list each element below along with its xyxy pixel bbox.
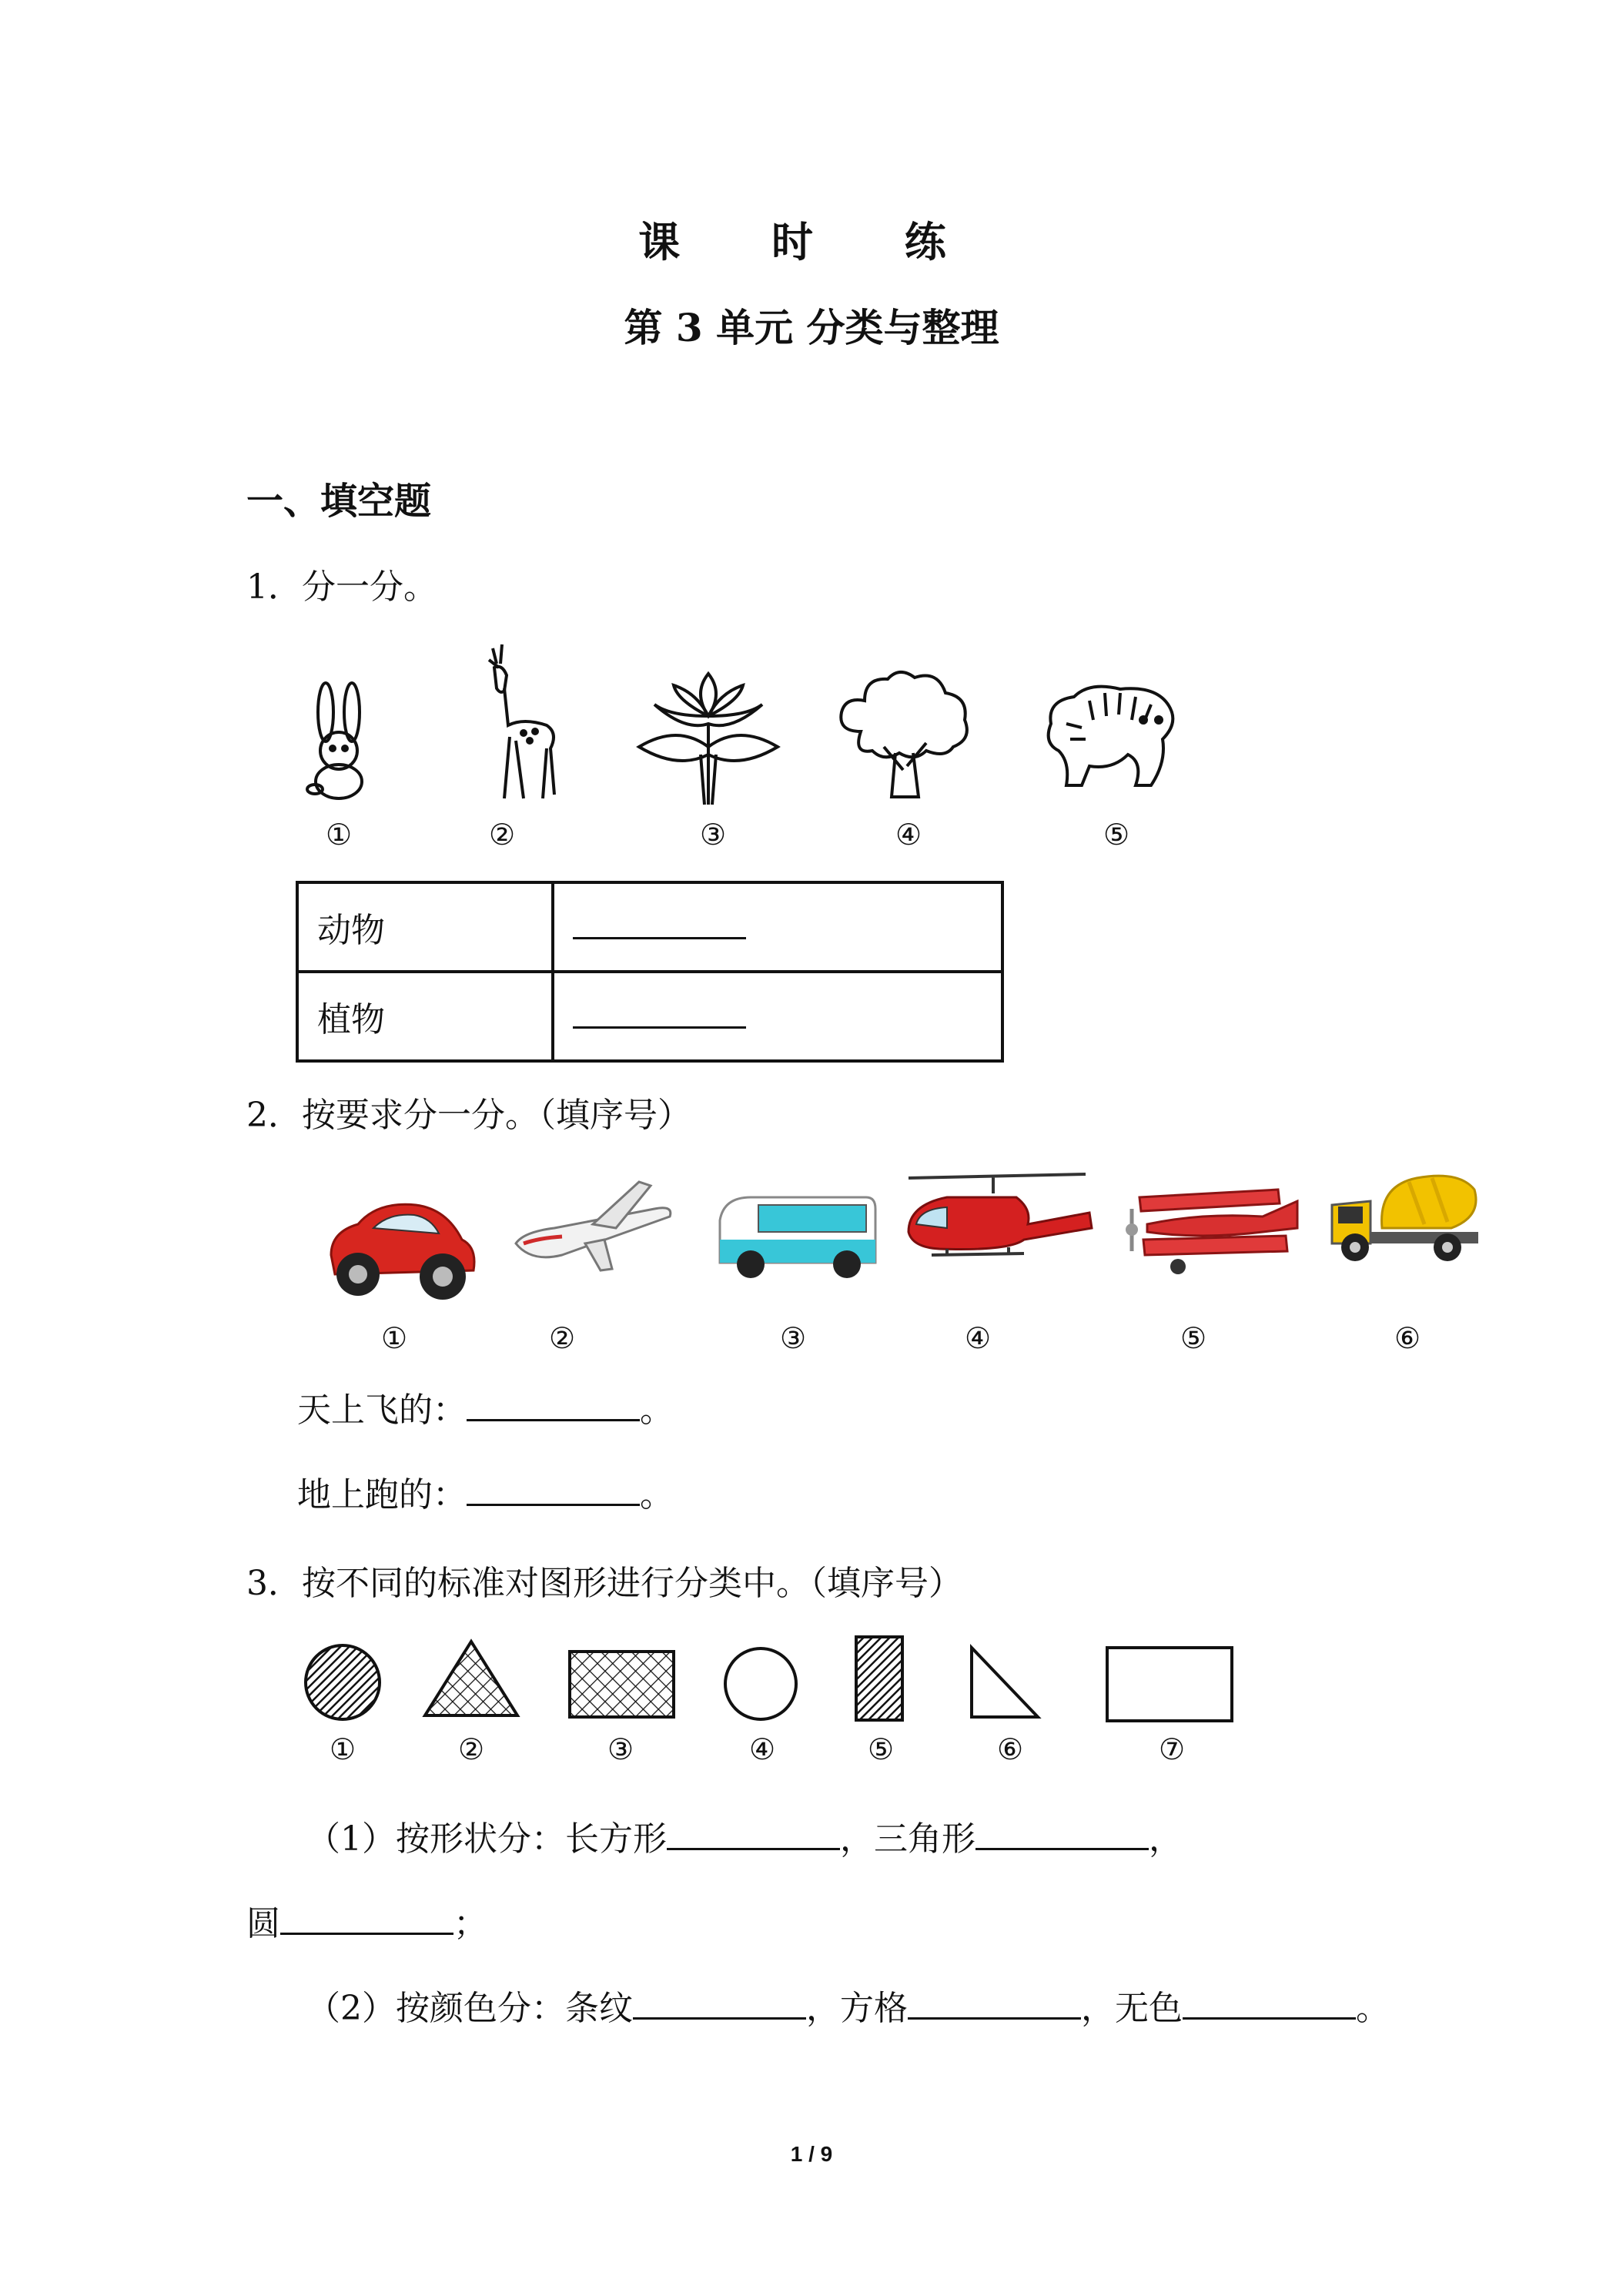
part1-final: ； (453, 1904, 487, 1943)
q1-item-number: ② (488, 818, 516, 852)
part1-prefix: （1）按形状分：长方形 (306, 1819, 667, 1859)
rectangle-answer-blank[interactable] (667, 1817, 840, 1850)
biplane-icon (1109, 1166, 1301, 1282)
q2-item-number: ⑤ (1180, 1321, 1207, 1355)
plain-right-triangle (972, 1648, 1038, 1717)
fly-answer-blank[interactable] (467, 1388, 640, 1421)
table-row (297, 882, 1002, 972)
q2-item-number: ⑥ (1394, 1321, 1421, 1355)
q3-item-number: ④ (748, 1732, 776, 1766)
q3-item-number: ① (329, 1732, 356, 1766)
van-icon (712, 1186, 882, 1282)
car-icon (316, 1186, 485, 1301)
fly-end: 。 (640, 1391, 674, 1430)
q3-item-number: ⑥ (996, 1732, 1024, 1766)
q2-item-number: ③ (779, 1321, 807, 1355)
table-label-plants: 植物 (297, 972, 553, 1061)
circle-answer-blank[interactable] (280, 1902, 453, 1935)
run-end: 。 (640, 1475, 674, 1514)
part1-mid: ，三角形 (840, 1819, 975, 1859)
q3-item-number: ③ (607, 1732, 634, 1766)
answer-blank[interactable] (573, 906, 746, 939)
striped-answer-blank[interactable] (633, 1986, 806, 2020)
q1-item-number: ① (325, 818, 353, 852)
shapes-row (293, 1632, 1255, 1732)
checkered-answer-blank[interactable] (908, 1986, 1081, 2020)
table-label-animals: 动物 (297, 882, 553, 972)
q3-item-number: ⑤ (867, 1732, 895, 1766)
deer-icon (462, 641, 562, 806)
plain-answer-blank[interactable] (1183, 1986, 1356, 2020)
table-answer-cell[interactable] (553, 972, 1002, 1061)
crosshatched-rectangle (570, 1652, 674, 1717)
q2-item-number: ① (380, 1321, 408, 1355)
page-number: 1 / 9 (790, 2142, 833, 2166)
tree-icon (830, 662, 976, 801)
q2-item-number: ② (548, 1321, 576, 1355)
striped-rectangle (856, 1637, 902, 1720)
run-answer-blank[interactable] (467, 1473, 640, 1506)
q2-item-number: ④ (964, 1321, 992, 1355)
answer-blank[interactable] (573, 996, 746, 1029)
q1-item-number: ④ (895, 818, 922, 852)
triangle-answer-blank[interactable] (975, 1817, 1149, 1850)
question-2-label: 2．按要求分一分。（填序号） (246, 1096, 691, 1135)
part2-mid1: ，方格 (806, 1989, 908, 2028)
tiger-icon (1036, 678, 1182, 793)
crosshatched-triangle (425, 1642, 517, 1715)
color-classification-line (306, 1980, 1390, 2030)
q1-item-number: ⑤ (1103, 818, 1130, 852)
question-3-label: 3．按不同的标准对图形进行分类中。（填序号） (246, 1564, 962, 1603)
q3-item-number: ② (457, 1732, 485, 1766)
lotus-icon (631, 662, 785, 808)
circle-line (246, 1896, 487, 1945)
q3-item-number: ⑦ (1158, 1732, 1186, 1766)
part1-cont: 圆 (246, 1904, 280, 1943)
section-heading: 一、填空题 (246, 480, 432, 523)
run-line (297, 1467, 674, 1516)
plain-circle (725, 1648, 796, 1719)
part2-mid2: ，无色 (1081, 1989, 1183, 2028)
plain-rectangle (1107, 1648, 1232, 1721)
table-answer-cell[interactable] (553, 882, 1002, 972)
run-label: 地上跑的： (297, 1475, 467, 1514)
page-title: 课 时 练 (638, 217, 985, 266)
cement-truck-icon (1324, 1159, 1486, 1267)
fly-label: 天上飞的： (297, 1391, 467, 1430)
part2-end: 。 (1356, 1989, 1390, 2028)
fly-line (297, 1382, 674, 1431)
question-1-label: 1．分一分。 (246, 567, 437, 607)
classification-table (296, 881, 1004, 1063)
part1-end: ， (1149, 1819, 1183, 1859)
helicopter-icon (893, 1163, 1101, 1278)
part2-prefix: （2）按颜色分：条纹 (306, 1989, 633, 2028)
striped-circle (306, 1645, 380, 1719)
table-row (297, 972, 1002, 1061)
rabbit-icon (296, 678, 381, 801)
page-subtitle: 第 3 单元 分类与整理 (624, 305, 999, 350)
airplane-icon (508, 1170, 678, 1278)
shape-classification-line (306, 1811, 1183, 1860)
q1-item-number: ③ (699, 818, 727, 852)
